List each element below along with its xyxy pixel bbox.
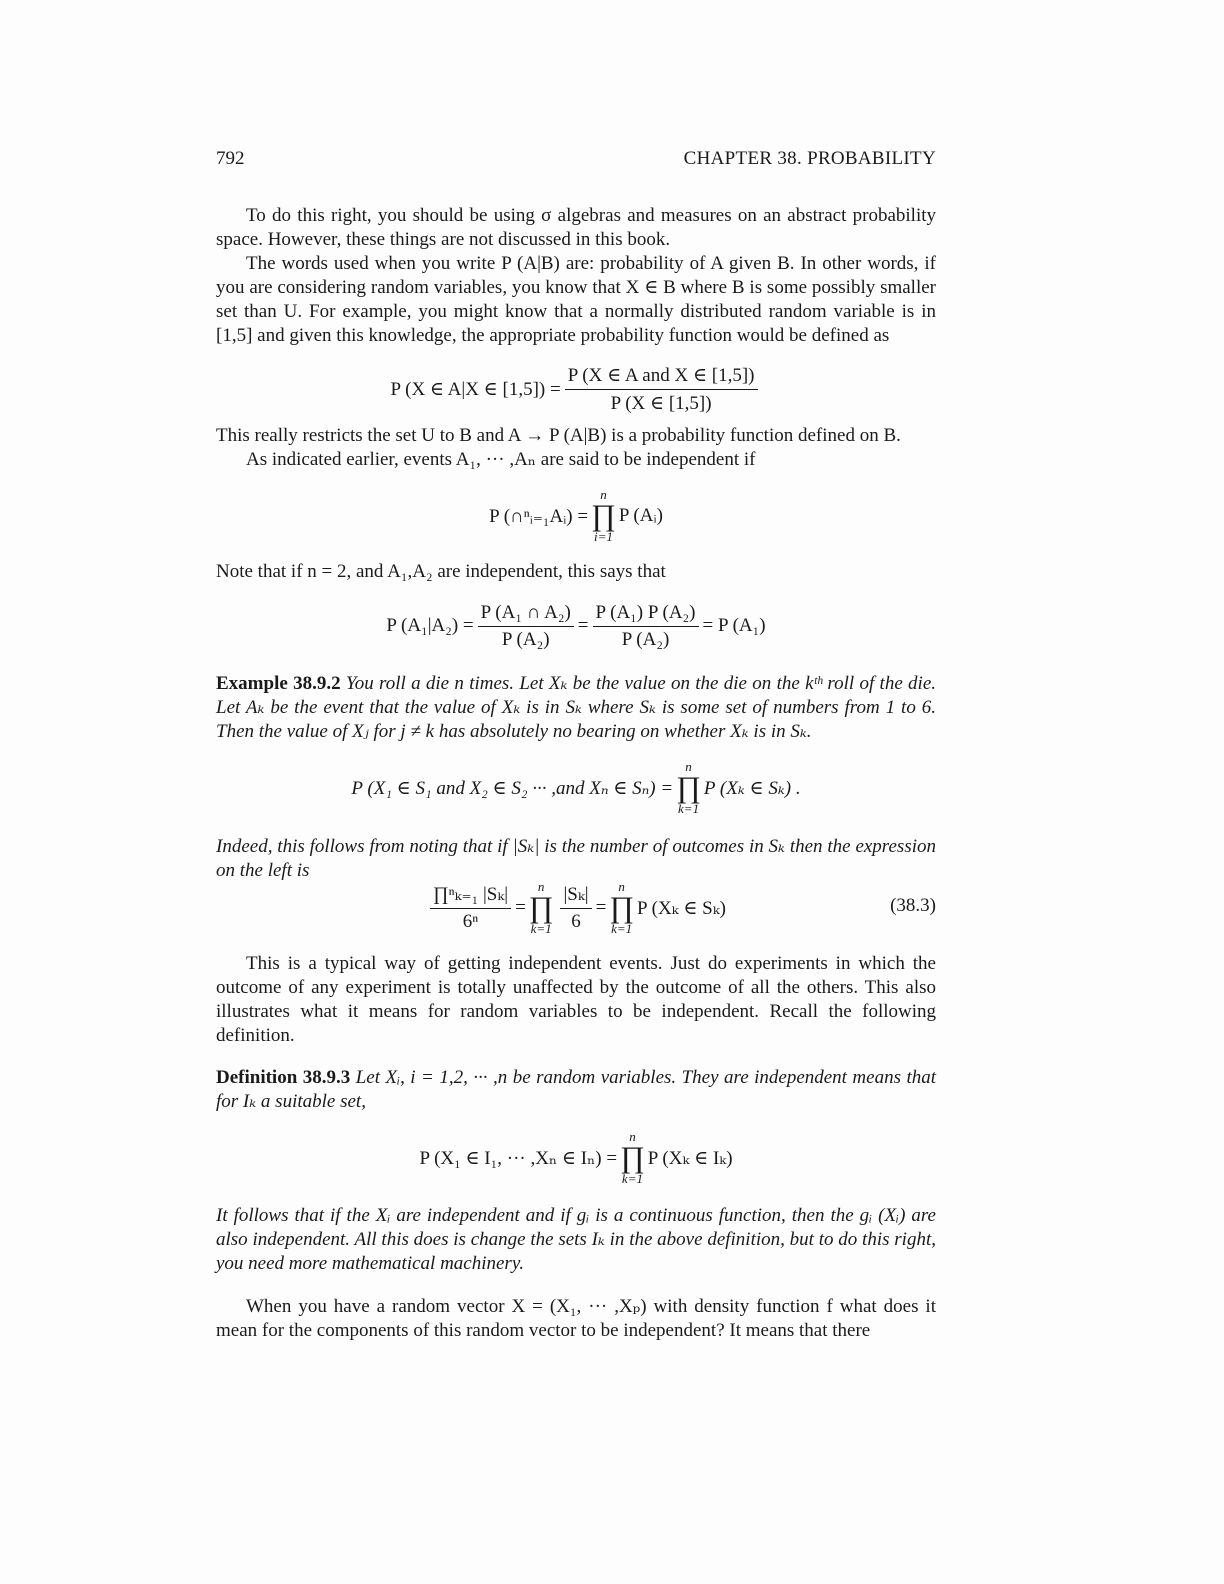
- example-block: [216, 672, 936, 744]
- eq6-rhs: P (Xₖ ∈ Iₖ): [647, 1147, 733, 1169]
- paragraph-2: The words used when you write P (A|B) are: probability of A given B. In other words, if you are considering random variables, you know that X ∈ B where B is some possibly smaller set than U. For example, you might know that a normally distributed random variable is in [1,5] and given this knowledge, the appropriate probability function would be defined as: [216, 253, 936, 346]
- page: [216, 0, 936, 1584]
- eq6-upper-limit: n: [629, 1129, 636, 1144]
- paragraph-5: Note that if n = 2, and A₁,A₂ are independent, this says that: [216, 561, 666, 582]
- eq6-lower-limit: k=1: [621, 1171, 643, 1186]
- eq5-fraction-2-denominator: 6: [571, 911, 581, 932]
- eq2-rhs: P (Aᵢ): [618, 505, 663, 526]
- equation-independent-variables: [216, 1128, 936, 1188]
- equation-die-rolls: [216, 758, 936, 818]
- eq4-upper-limit: n: [685, 759, 692, 774]
- eq3-lhs: P (A₁|A₂) =: [386, 615, 474, 636]
- equation-two-events: [216, 598, 936, 654]
- product-operator: [529, 880, 554, 936]
- eq5-equals-2: =: [595, 897, 607, 918]
- eq3-equals: =: [577, 615, 589, 636]
- eq5-upper-limit-1: n: [537, 879, 545, 894]
- eq5-fraction-2: [560, 883, 591, 933]
- eq5-equals-1: =: [515, 897, 526, 918]
- equation-number: (38.3): [890, 895, 936, 916]
- page-number: 792: [216, 148, 245, 169]
- chapter-title: CHAPTER 38. PROBABILITY: [683, 148, 936, 169]
- example-text: You roll a die n times. Let Xₖ be the value on the die on the kᵗʰ roll of the die. Let Aₖ be the event that the value of Xₖ is in Sₖ where Sₖ is some set of numbers from 1 to 6. Then the value of Xⱼ for j ≠ k has absolutely no bearing on whether Xₖ is in Sₖ.: [216, 673, 937, 742]
- paragraph-4: As indicated earlier, events A₁, ··· ,Aₙ are said to be independent if: [246, 449, 756, 470]
- equation-conditional-probability: [216, 362, 936, 416]
- eq3-rhs: = P (A₁): [702, 615, 766, 636]
- eq3-fraction-2-numerator: P (A₁) P (A₂): [593, 602, 699, 627]
- definition-label: Definition 38.9.3: [216, 1067, 351, 1088]
- definition-block: [216, 1066, 936, 1114]
- paragraph-3: This really restricts the set U to B and A → P (A|B) is a probability function defined on B.: [216, 425, 901, 446]
- eq2-upper-limit: n: [600, 487, 607, 502]
- eq4-lhs: P (X₁ ∈ S₁ and X₂ ∈ S₂ ··· ,and Xₙ ∈ Sₙ) =: [351, 777, 674, 799]
- eq5-rhs: P (Xₖ ∈ Sₖ): [637, 897, 726, 919]
- product-symbol: ∏: [591, 499, 616, 532]
- eq5-lower-limit-1: k=1: [530, 921, 552, 936]
- eq3-fraction-2-denominator: P (A₂): [621, 628, 670, 650]
- eq4-lower-limit: k=1: [678, 801, 700, 816]
- paragraph-9: When you have a random vector X = (X₁, ··· ,Xₚ) with density function f what does it mean for the components of this random vector to be independent? It means that there: [216, 1296, 936, 1341]
- eq1-denominator: P (X ∈ [1,5]): [610, 392, 712, 414]
- paragraph-1: To do this right, you should be using σ algebras and measures on an abstract probability space. However, these things are not discussed in this book.: [216, 205, 936, 250]
- paragraph-6: Indeed, this follows from noting that if |Sₖ| is the number of outcomes in Sₖ then the expression on the left is: [216, 836, 936, 881]
- paragraph-8: It follows that if the Xᵢ are independent and if gᵢ is a continuous function, then the gᵢ (Xᵢ) are also independent. All this does is change the sets Iₖ in the above definition, but to do this right, you need more mathematical machinery.: [216, 1205, 936, 1274]
- eq5-lower-limit-2: k=1: [611, 921, 633, 936]
- eq5-fraction-1-numerator: ∏ⁿₖ₌₁ |Sₖ|: [430, 883, 511, 909]
- product-symbol: ∏: [528, 891, 554, 924]
- eq5-upper-limit-2: n: [618, 879, 625, 894]
- eq3-fraction-2: [593, 602, 699, 651]
- eq3-fraction-1-numerator: P (A₁ ∩ A₂): [478, 602, 574, 627]
- eq5-fraction-2-numerator: |Sₖ|: [560, 883, 591, 909]
- eq6-lhs: P (X₁ ∈ I₁, ··· ,Xₙ ∈ Iₙ) =: [419, 1147, 618, 1169]
- eq5-fraction-1: [430, 883, 511, 933]
- paragraph-7: This is a typical way of getting independent events. Just do experiments in which the outcome of any experiment is totally unaffected by the outcome of all the others. This also illustrates what it means for random variables to be independent. Recall the following definition.: [216, 953, 936, 1046]
- product-operator: [609, 880, 634, 936]
- product-operator: [591, 488, 616, 544]
- eq3-fraction-1-denominator: P (A₂): [501, 628, 550, 650]
- eq3-fraction-1: [478, 602, 574, 651]
- definition-text: Let Xᵢ, i = 1,2, ··· ,n be random variables. They are independent means that for Iₖ a suitable set,: [216, 1067, 936, 1112]
- eq2-lower-limit: i=1: [594, 529, 613, 544]
- equation-38-3: [216, 878, 936, 938]
- eq1-numerator: P (X ∈ A and X ∈ [1,5]): [565, 364, 758, 390]
- example-label: Example 38.9.2: [216, 673, 341, 694]
- product-symbol: ∏: [620, 1141, 645, 1174]
- product-symbol: ∏: [676, 771, 701, 804]
- eq5-fraction-1-denominator: 6ⁿ: [462, 911, 479, 932]
- product-operator: [676, 760, 701, 816]
- eq2-lhs: P (∩ⁿᵢ₌₁Aᵢ) =: [489, 505, 589, 527]
- equation-independence: [216, 486, 936, 546]
- eq4-rhs: P (Xₖ ∈ Sₖ) .: [703, 777, 801, 799]
- eq1-lhs: P (X ∈ A|X ∈ [1,5]) =: [390, 378, 561, 400]
- eq1-fraction: [565, 364, 758, 415]
- product-operator: [620, 1130, 645, 1186]
- product-symbol: ∏: [609, 891, 635, 924]
- eq5-body: [216, 878, 936, 938]
